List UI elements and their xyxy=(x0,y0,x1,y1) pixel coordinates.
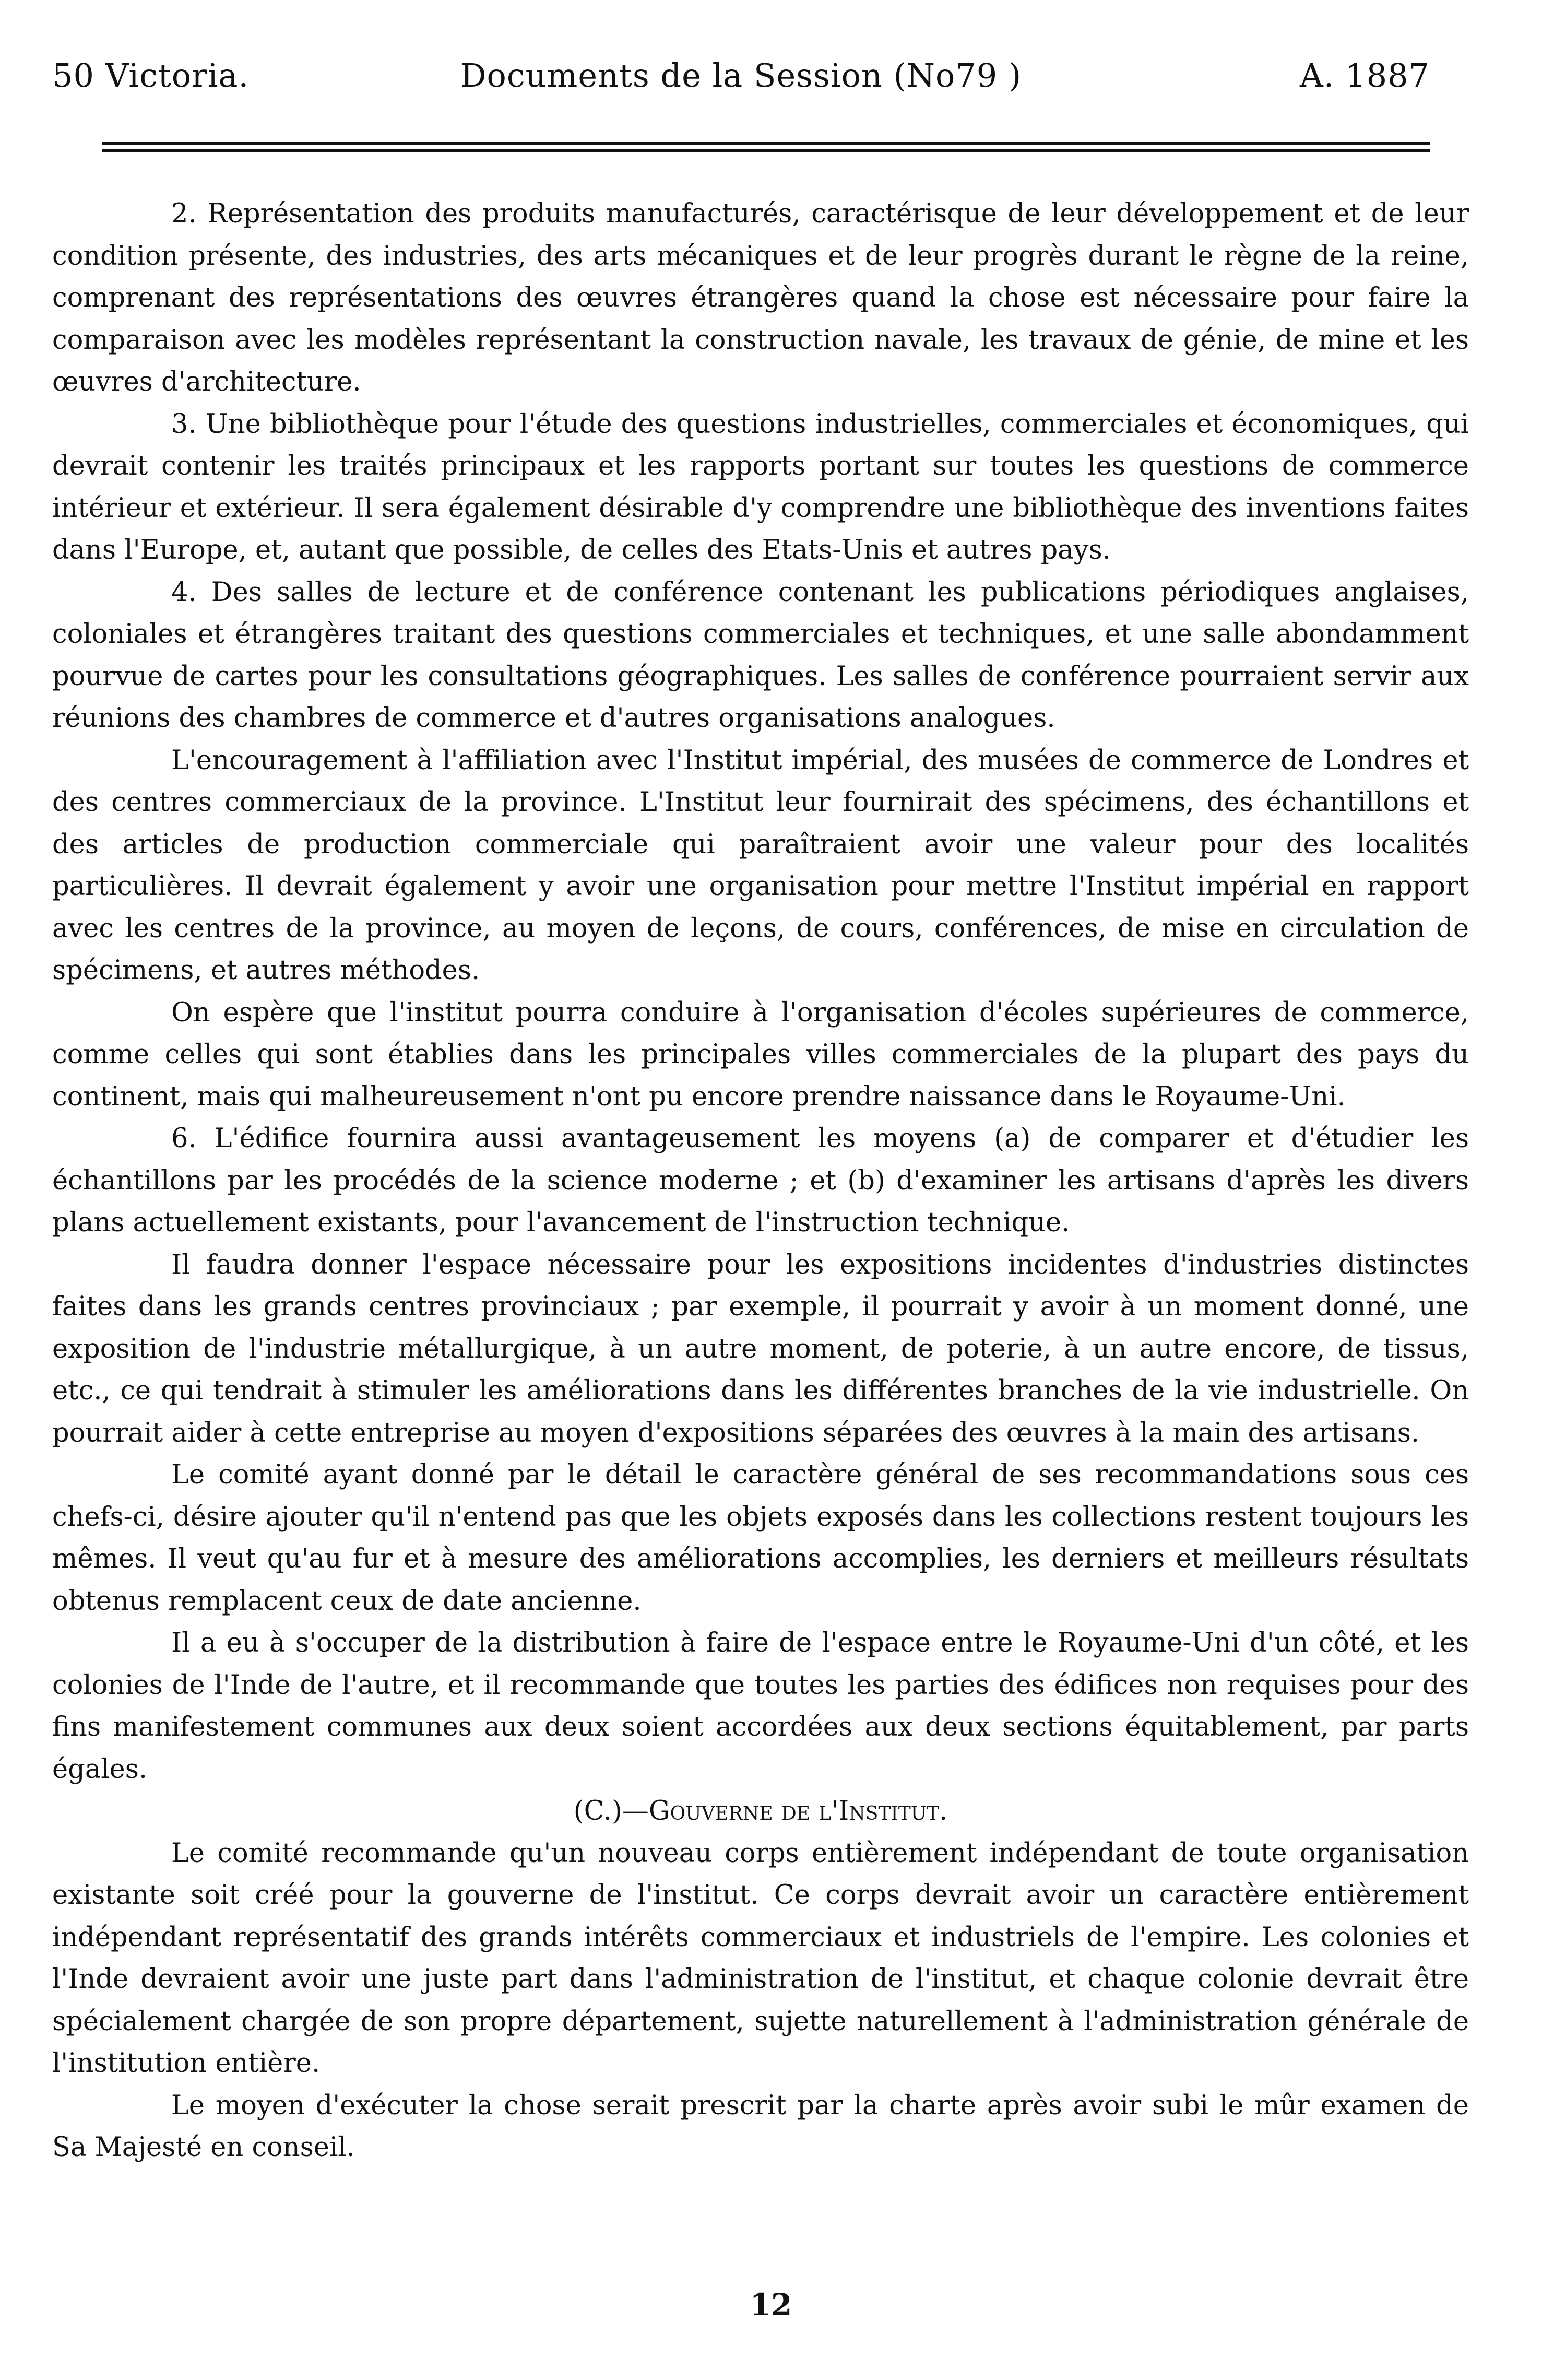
paragraph-4: 4. Des salles de lecture et de conférence contenant les publications périodiques anglaises, coloniales et étrangères traitant des questions commerciales et techniques, et une salle abondamment pourvue de cartes pour les consultations géographiques. Les salles de conférence pourraient servir aux réunions des chambres de commerce et d'autres organisations analogues. xyxy=(52,576,1469,734)
header-left: 50 Victoria. xyxy=(52,56,250,95)
paragraph-3: 3. Une bibliothèque pour l'étude des questions industrielles, commerciales et économiques, qui devrait contenir les traités principaux et les rapports portant sur toutes les questions de commerce intérieur et extérieur. Il sera également désirable d'y comprendre une bibliothèque des inventions faites dans l'Europe, et, autant que possible, de celles des Etats-Unis et autres pays. xyxy=(52,408,1469,565)
header-right: A. 1887 xyxy=(1300,56,1430,95)
header-rule-top xyxy=(102,142,1430,145)
header-rule-bottom xyxy=(102,149,1430,152)
paragraph-gouverne: Le comité recommande qu'un nouveau corps entièrement indépendant de toute organisation existante soit créé pour la gouverne de l'institut. Ce corps devrait avoir un caractère entièrement indépendant représentatif des grands intérêts commerciaux et industriels de l'empire. Les colonies et l'Inde devraient avoir une juste part dans l'administration de l'institut, et chaque colonie devrait être spécialement chargée de son propre département, sujette naturellement à l'administration générale de l'institution entière. xyxy=(52,1837,1469,2079)
section-heading: (C.)—Gouverne de l'Institut. xyxy=(573,1796,948,1827)
paragraph-2: 2. Représentation des produits manufacturés, caractérisque de leur développement et de leur condition présente, des industries, des arts mécaniques et de leur progrès durant le règne de la reine, comprenant des représentations des œuvres étrangères quand la chose est nécessaire pour faire la comparaison avec les modèles représentant la construction navale, les travaux de génie, de mine et les œuvres d'architecture. xyxy=(52,198,1469,397)
body-text xyxy=(52,193,1469,2169)
paragraph-expositions: Il faudra donner l'espace nécessaire pour les expositions incidentes d'industries distinctes faites dans les grands centres provinciaux ; par exemple, il pourrait y avoir à un moment donné, une exposition de l'industrie métallurgique, à un autre moment, de poterie, à un autre encore, de tissus, etc., ce qui tendrait à stimuler les améliorations dans les différentes branches de la vie industrielle. On pourrait aider à cette entreprise au moyen d'expositions séparées des œuvres à la main des artisans. xyxy=(52,1249,1469,1448)
paragraph-ecoles: On espère que l'institut pourra conduire à l'organisation d'écoles supérieures de commerce, comme celles qui sont établies dans les principales villes commerciales de la plupart des pays du continent, mais qui malheureusement n'ont pu encore prendre naissance dans le Royaume-Uni. xyxy=(52,997,1469,1112)
paragraph-distribution: Il a eu à s'occuper de la distribution à faire de l'espace entre le Royaume-Uni d'un côté, et les colonies de l'Inde de l'autre, et il recommande que toutes les parties des édifices non requises pour des fins manifestement communes aux deux soient accordées aux deux sections équitablement, par parts égales. xyxy=(52,1628,1469,1785)
header-center: Documents de la Session (No79 ) xyxy=(460,56,1022,95)
page-number: 12 xyxy=(750,2287,792,2323)
paragraph-charte: Le moyen d'exécuter la chose serait prescrit par la charte après avoir subi le mûr examen de Sa Majesté en conseil. xyxy=(52,2090,1469,2163)
paragraph-comite: Le comité ayant donné par le détail le caractère général de ses recommandations sous ces chefs-ci, désire ajouter qu'il n'entend pas que les objets exposés dans les collections restent toujours les mêmes. Il veut qu'au fur et à mesure des améliorations accomplies, les derniers et meilleurs résultats obtenus remplacent ceux de date ancienne. xyxy=(52,1459,1469,1617)
paragraph-6: 6. L'édifice fournira aussi avantageusement les moyens (a) de comparer et d'étudier les échantillons par les procédés de la science moderne ; et (b) d'examiner les artisans d'après les divers plans actuellement existants, pour l'avancement de l'instruction technique. xyxy=(52,1123,1469,1238)
running-header xyxy=(52,52,1430,99)
paragraph-affiliation: L'encouragement à l'affiliation avec l'Institut impérial, des musées de commerce de Londres et des centres commerciaux de la province. L'Institut leur fournirait des spécimens, des échantillons et des articles de production commerciale qui paraîtraient avoir une valeur pour des localités particulières. Il devrait également y avoir une organisation pour mettre l'Institut impérial en rapport avec les centres de la province, au moyen de leçons, de cours, conférences, de mise en circulation de spécimens, et autres méthodes. xyxy=(52,745,1469,986)
